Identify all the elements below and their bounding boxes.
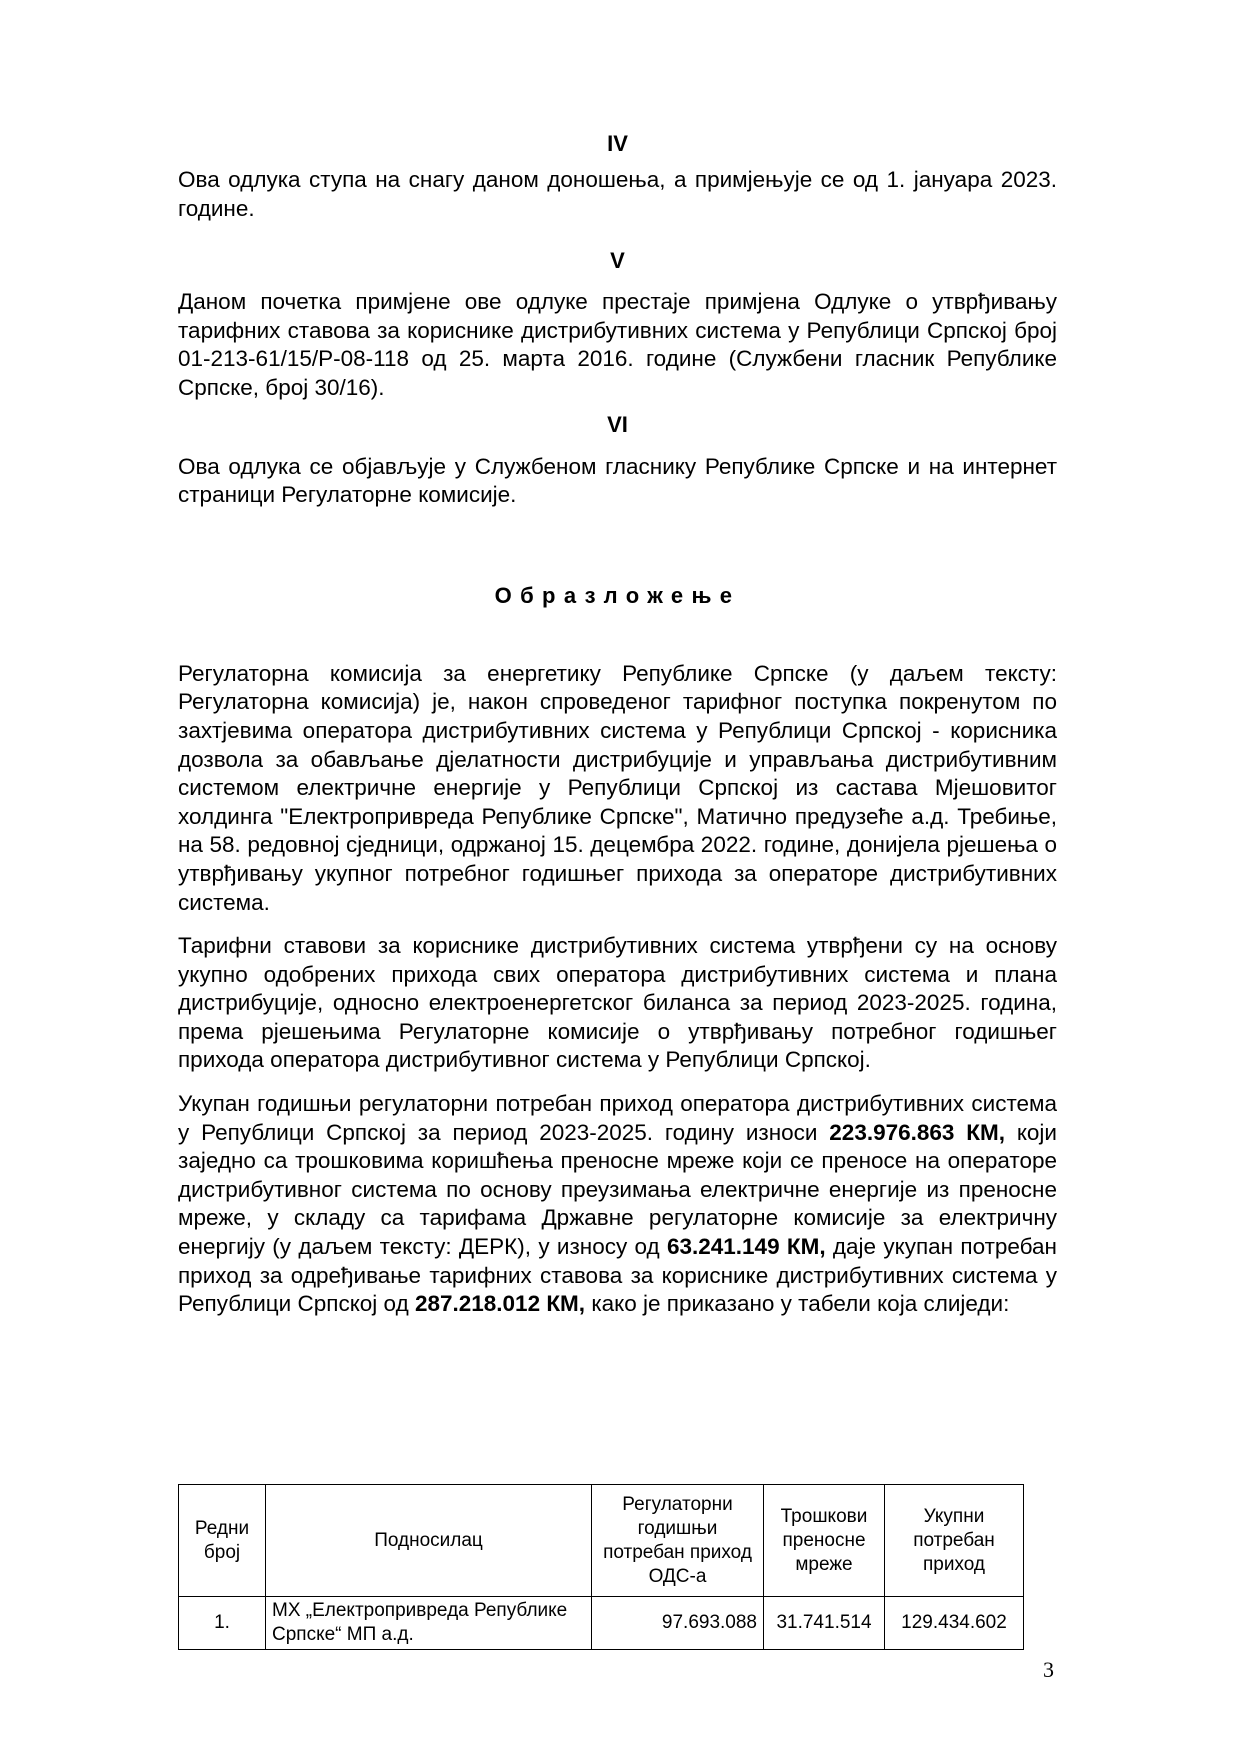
- explanation-paragraph-1: Регулаторна комисија за енергетику Републике Српске (у даљем тексту: Регулаторна комисија) је, након спроведеног тарифног поступка покренутом по захтјевима оператора дистрибутивних система у Републици Српској - корисника дозвола за обављање дјелатности дистрибуције и управљања дистрибутивним системом електричне енергије у Републици Српској из састава Мјешовитог холдинга "Електропривреда Републике Српске", Матично предузеће а.д. Требиње, на 58. редовној сједници, одржаној 15. децембра 2022. године, донијела рјешења о утврђивању укупног потребног годишњег прихода за операторе дистрибутивних система.: [178, 660, 1057, 915]
- cell-regulatory-revenue: 97.693.088: [592, 1597, 764, 1650]
- explanation-title: Образложење: [494, 582, 741, 608]
- cell-row-number: 1.: [179, 1597, 266, 1650]
- paragraph-3-text-2: који заједно са трошковима коришћења преносне мреже који се преносе на операторе дистрибутивног система по основу преузимања електричне енергије из преносне мреже, у складу са тарифама Државне регулаторне комисије за електричну енергију (у даљем тексту: ДЕРК), у износу од: [178, 1119, 1057, 1260]
- transmission-cost-amount: 63.241.149 КМ,: [666, 1234, 826, 1260]
- paragraph-3-text-3: даје укупан потребан приход за одређивање тарифних ставова за кориснике дистрибутивних система у Републици Српској од: [178, 1234, 1057, 1317]
- document-page: [178, 120, 1057, 1319]
- revenue-table: [178, 1484, 1024, 1650]
- table-header-row: [179, 1485, 1024, 1597]
- cell-transmission-costs: 31.741.514: [764, 1597, 885, 1650]
- section-vi-text: Ова одлука се објављује у Службеном гласнику Републике Српске и на интернет страници Регулаторне комисије.: [178, 453, 1057, 508]
- section-v-text: Даном почетка примјене ове одлуке престаје примјена Одлуке о утврђивању тарифних ставова за кориснике дистрибутивних система у Републици Српској број 01-213-61/15/Р-08-118 од 25. марта 2016. године (Службени гласник Републике Српске, број 30/16).: [178, 289, 1057, 400]
- section-iv-text: Ова одлука ступа на снагу даном доношења, а примјењује се од 1. јануара 2023. године.: [178, 167, 1057, 221]
- header-total-revenue: Укупни потребан приход: [885, 1485, 1024, 1597]
- cell-total-revenue: 129.434.602: [885, 1597, 1024, 1650]
- section-iv-heading: IV: [607, 131, 628, 156]
- section-v-heading: V: [610, 248, 625, 274]
- page-number: 3: [1043, 1657, 1054, 1682]
- cell-applicant: МХ „Електропривреда Републике Српске“ МП а.д.: [266, 1597, 592, 1650]
- paragraph-3-text-1: Укупан годишњи регулаторни потребан приход оператора дистрибутивних система у Републици Српској за период 2023-2025. годину износи: [178, 1091, 1057, 1145]
- table-row: [179, 1597, 1024, 1650]
- section-vi-heading: VI: [607, 411, 628, 437]
- explanation-paragraph-3: [178, 1090, 1057, 1319]
- header-regulatory-revenue: Регулаторни годишњи потребан приход ОДС-а: [592, 1485, 764, 1597]
- total-required-amount: 287.218.012 КМ,: [414, 1291, 586, 1317]
- header-applicant: Подносилац: [266, 1485, 592, 1597]
- paragraph-3-text-4: како је приказано у табели која слиједи:: [585, 1291, 1010, 1317]
- header-transmission-costs: Трошкови преносне мреже: [764, 1485, 885, 1597]
- total-regulatory-amount: 223.976.863 КМ,: [829, 1119, 1005, 1145]
- header-row-number: Редни број: [179, 1485, 266, 1597]
- explanation-paragraph-2: Тарифни ставови за кориснике дистрибутивних система утврђени су на основу укупно одобрених прихода свих оператора дистрибутивних система и плана дистрибуције, односно електроенергетског биланса за период 2023-2025. година, према рјешењима Регулаторне комисије о утврђивању потребног годишњег прихода оператора дистрибутивног система у Републици Српској.: [178, 933, 1057, 1073]
